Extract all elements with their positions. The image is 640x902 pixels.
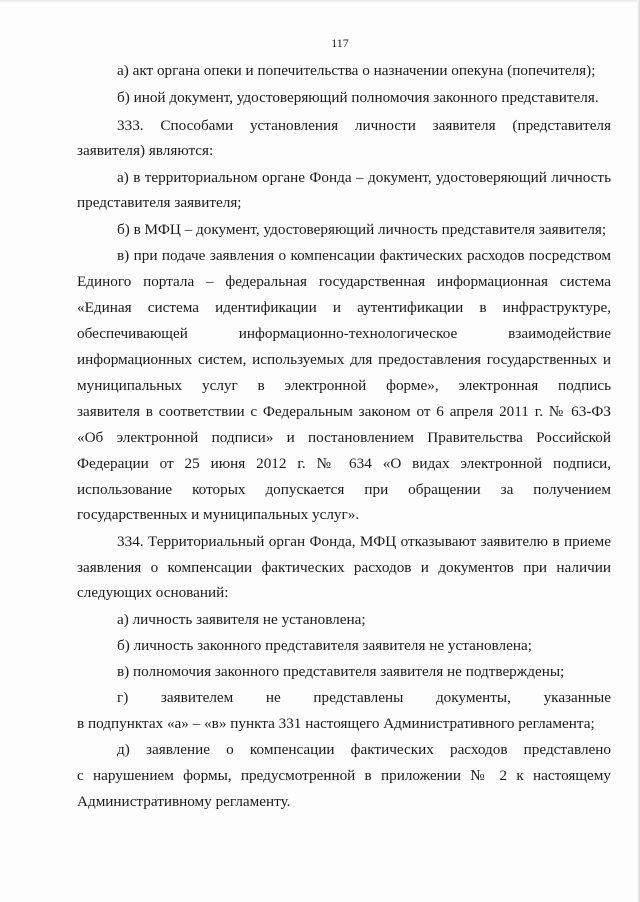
text-line: б) в МФЦ – документ, удостоверяющий личность представителя заявителя; [117,221,607,238]
text-line: «Единая система идентификации и аутентификации в инфраструктуре, [77,299,611,316]
text-line: Единого портала – федеральная государственная информационная система [77,273,611,290]
text-line: заявителя в соответствии с Федеральным законом от 6 апреля 2011 г. № 63-ФЗ [77,403,611,420]
text-line: а) акт органа опеки и попечительства о назначении опекуна (попечителя); [117,62,596,79]
text-line: муниципальных услуг в электронной форме», электронная подпись [77,377,611,394]
text-line: заявления о компенсации фактических расходов и документов при наличии [77,559,611,576]
text-line: обеспечивающей информационно-технологическое взаимодействие [77,325,611,342]
text-line: в) при подаче заявления о компенсации фактических расходов посредством [117,247,611,264]
text-line: информационных систем, используемых для предоставления государственных и [77,351,611,368]
text-line: использование которых допускается при обращении за получением [77,481,611,498]
text-line: а) личность заявителя не установлена; [117,611,366,628]
scan-edge-top [0,0,640,3]
text-line: г) заявителем не представлены документы, указанные [117,689,611,706]
text-line: следующих оснований: [77,584,229,601]
text-line: б) иной документ, удостоверяющий полномочия законного представителя. [117,89,599,106]
text-line: представителя заявителя; [77,194,242,211]
text-line: в подпунктах «а» – «в» пункта 331 настоящего Административного регламента; [77,715,595,732]
text-line: 333. Способами установления личности заявителя (представителя [117,117,611,134]
text-line: с нарушением формы, предусмотренной в приложении № 2 к настоящему [77,767,611,784]
text-line: в) полномочия законного представителя заявителя не подтверждены; [117,663,565,680]
text-line: государственных и муниципальных услуг». [77,506,360,523]
text-line: 334. Территориальный орган Фонда, МФЦ отказывают заявителю в приеме [117,533,611,550]
text-line: д) заявление о компенсации фактических расходов представлено [117,741,611,758]
text-line: Административному регламенту. [77,793,291,810]
page-number: 117 [331,36,349,50]
text-line: а) в территориальном органе Фонда – документ, удостоверяющий личность [117,169,611,186]
text-line: Федерации от 25 июня 2012 г. № 634 «О видах электронной подписи, [77,455,611,472]
text-line: заявителя) являются: [77,142,214,159]
text-line: б) личность законного представителя заявителя не установлена; [117,637,532,654]
text-line: «Об электронной подписи» и постановлением Правительства Российской [77,429,611,446]
